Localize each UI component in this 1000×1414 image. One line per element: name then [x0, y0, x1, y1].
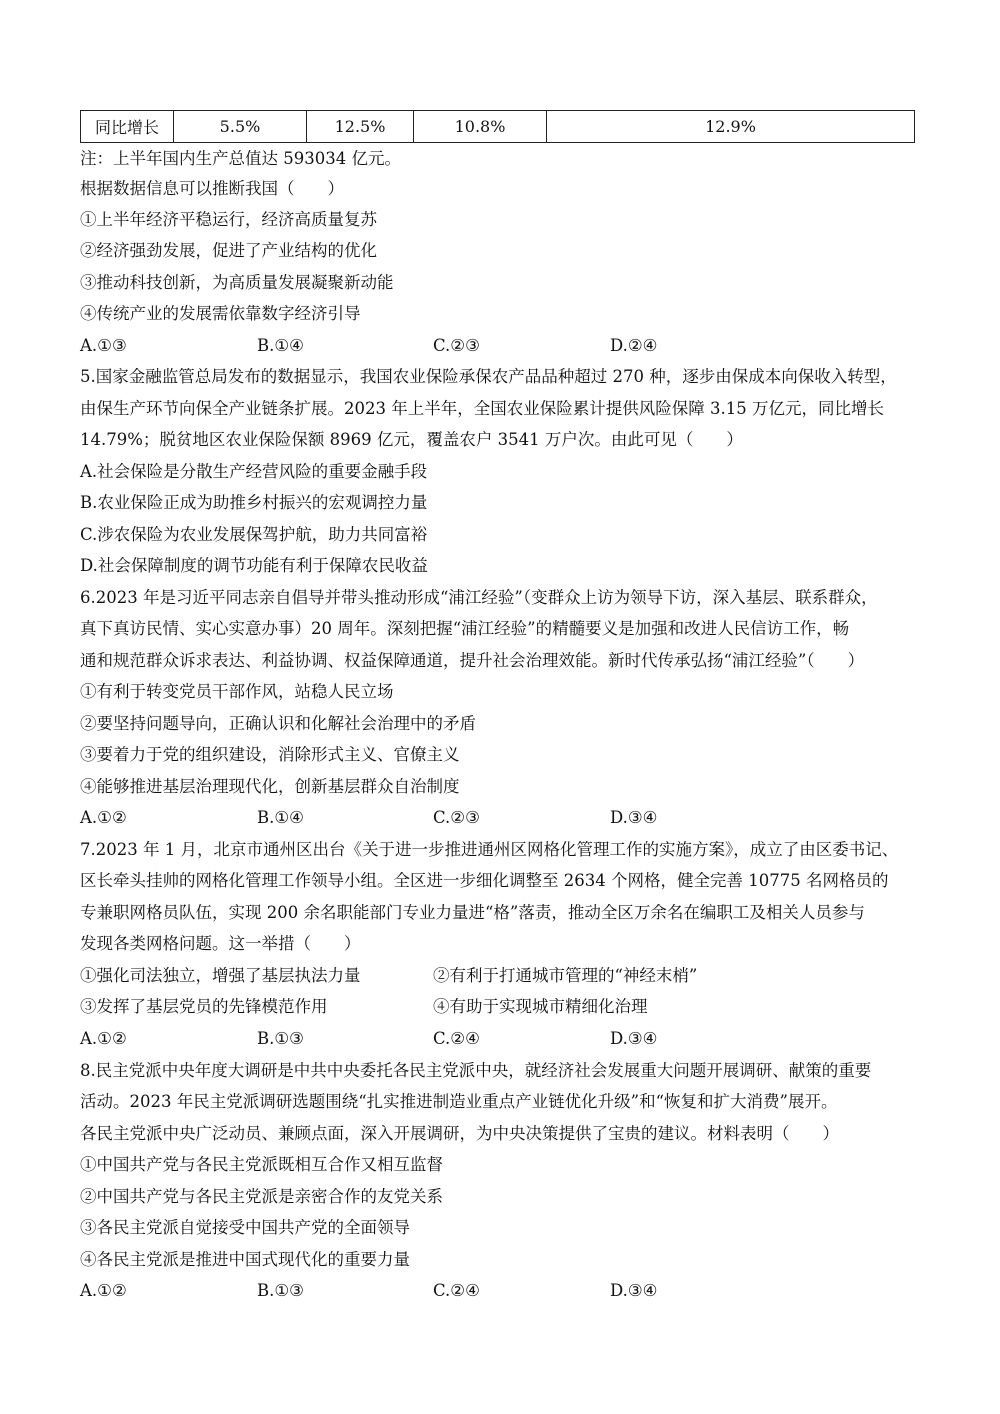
answer-option-b[interactable]: B.①④ — [257, 336, 304, 355]
answer-choice-b[interactable]: B.农业保险正成为助推乡村振兴的宏观调控力量 — [80, 493, 428, 512]
answer-option-a[interactable]: A.①② — [80, 808, 127, 827]
answer-option-d[interactable]: D.③④ — [610, 1029, 658, 1048]
statement-item: ①中国共产党与各民主党派既相互合作又相互监督 — [80, 1155, 443, 1174]
question-stem: 14.79%；脱贫地区农业保险保额 8969 亿元，覆盖农户 3541 万户次。由此可见（ ） — [80, 430, 743, 449]
question-stem: 发现各类网格问题。这一举措（ ） — [80, 934, 361, 953]
answer-option-c[interactable]: C.②③ — [433, 808, 480, 827]
question-stem: 8.民主党派中央年度大调研是中共中央委托各民主党派中央，就经济社会发展重大问题开展调研、献策的重要 — [80, 1061, 872, 1080]
statement-item: ③要着力于党的组织建设，消除形式主义、官僚主义 — [80, 745, 460, 764]
answer-choice-d[interactable]: D.社会保障制度的调节功能有利于保障农民收益 — [80, 556, 428, 575]
growth-table — [80, 110, 915, 143]
answer-option-d[interactable]: D.③④ — [610, 808, 658, 827]
answer-choice-a[interactable]: A.社会保险是分散生产经营风险的重要金融手段 — [80, 462, 428, 481]
statement-pair — [80, 965, 920, 987]
statement-item: ③发挥了基层党员的先锋模范作用 — [80, 997, 328, 1016]
answer-option-a[interactable]: A.①③ — [80, 336, 127, 355]
answer-option-a[interactable]: A.①② — [80, 1029, 127, 1048]
answer-choice-c[interactable]: C.涉农保险为农业发展保驾护航，助力共同富裕 — [80, 525, 428, 544]
question-stem: 真下真访民情、实心实意办事）20 周年。深刻把握“浦江经验”的精髓要义是加强和改进人民信访工作，畅 — [80, 619, 850, 638]
question-stem: 6.2023 年是习近平同志亲自倡导并带头推动形成“浦江经验”（变群众上访为领导下访，深入基层、联系群众， — [80, 588, 878, 607]
question-stem: 区长牵头挂帅的网格化管理工作领导小组。全区进一步细化调整至 2634 个网格，健全完善 10775 名网格员的 — [80, 871, 889, 890]
statement-item: ③推动科技创新，为高质量发展凝聚新动能 — [80, 273, 394, 292]
table-cell: 12.9% — [547, 111, 915, 143]
statement-item: ②经济强劲发展，促进了产业结构的优化 — [80, 241, 377, 260]
statement-item: ④能够推进基层治理现代化，创新基层群众自治制度 — [80, 777, 460, 796]
answer-option-c[interactable]: C.②④ — [433, 1281, 480, 1300]
question-stem: 通和规范群众诉求表达、利益协调、权益保障通道，提升社会治理效能。新时代传承弘扬“浦江经验”（ ） — [80, 651, 865, 670]
question-stem: 7.2023 年 1 月，北京市通州区出台《关于进一步推进通州区网格化管理工作的实施方案》，成立了由区委书记、 — [80, 840, 899, 859]
answer-option-b[interactable]: B.①③ — [257, 1029, 304, 1048]
answer-option-a[interactable]: A.①② — [80, 1281, 127, 1300]
answer-option-b[interactable]: B.①④ — [257, 808, 304, 827]
table-note: 注：上半年国内生产总值达 593034 亿元。 — [80, 149, 401, 168]
statement-item: ④有助于实现城市精细化治理 — [433, 997, 648, 1016]
table-cell: 10.8% — [414, 111, 547, 143]
statement-item: ②中国共产党与各民主党派是亲密合作的友党关系 — [80, 1187, 443, 1206]
statement-item: ③各民主党派自觉接受中国共产党的全面领导 — [80, 1218, 410, 1237]
statement-pair — [80, 996, 920, 1018]
table-row — [81, 111, 915, 143]
statement-item: ④传统产业的发展需依靠数字经济引导 — [80, 304, 361, 323]
answer-option-b[interactable]: B.①③ — [257, 1281, 304, 1300]
statement-item: ①上半年经济平稳运行，经济高质量复苏 — [80, 210, 377, 229]
question-stem: 各民主党派中央广泛动员、兼顾点面，深入开展调研，为中央决策提供了宝贵的建议。材料表明（ ） — [80, 1124, 839, 1143]
statement-item: ①强化司法独立，增强了基层执法力量 — [80, 966, 361, 985]
table-cell: 12.5% — [307, 111, 414, 143]
statement-item: ④各民主党派是推进中国式现代化的重要力量 — [80, 1250, 410, 1269]
answer-option-d[interactable]: D.③④ — [610, 1281, 658, 1300]
answer-option-c[interactable]: C.②③ — [433, 336, 480, 355]
statement-item: ②要坚持问题导向，正确认识和化解社会治理中的矛盾 — [80, 714, 476, 733]
question-stem: 5.国家金融监管总局发布的数据显示，我国农业保险承保农产品品种超过 270 种，逐步由保成本向保收入转型， — [80, 367, 897, 386]
question-stem: 由保生产环节向保全产业链条扩展。2023 年上半年，全国农业保险累计提供风险保障 3.15 万亿元，同比增长 — [80, 399, 884, 418]
question-stem: 活动。2023 年民主党派调研选题围绕“扎实推进制造业重点产业链优化升级”和“恢复和扩大消费”展开。 — [80, 1092, 838, 1111]
table-cell: 5.5% — [174, 111, 307, 143]
answer-option-d[interactable]: D.②④ — [610, 336, 658, 355]
table-row-label: 同比增长 — [81, 111, 174, 143]
statement-item: ②有利于打通城市管理的“神经末梢” — [433, 966, 698, 985]
question-stem: 专兼职网格员队伍，实现 200 余名职能部门专业力量进“格”落责，推动全区万余名在编职工及相关人员参与 — [80, 903, 865, 922]
statement-item: ①有利于转变党员干部作风，站稳人民立场 — [80, 682, 394, 701]
answer-option-c[interactable]: C.②④ — [433, 1029, 480, 1048]
question-stem: 根据数据信息可以推断我国（ ） — [80, 179, 344, 198]
